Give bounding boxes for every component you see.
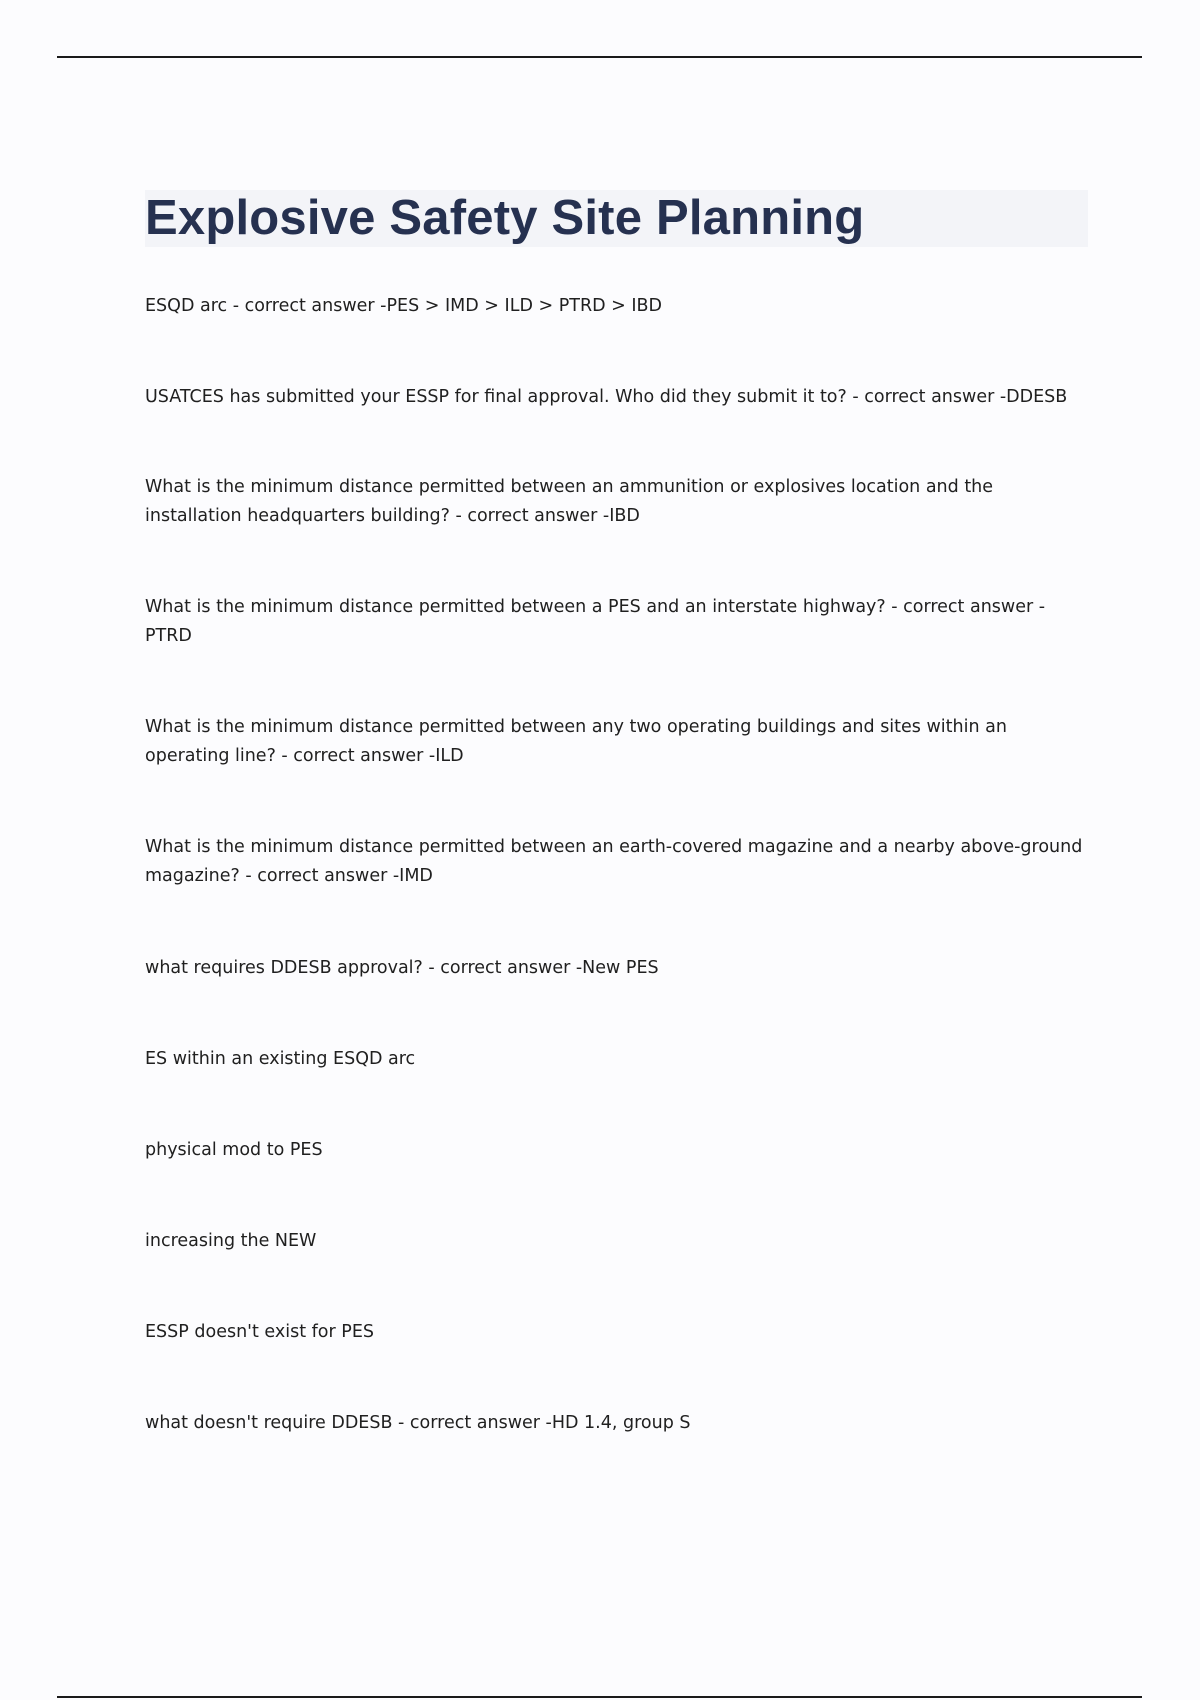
qa-entry-12: what doesn't require DDESB - correct answer -HD 1.4, group S: [145, 1413, 691, 1433]
page-title: Explosive Safety Site Planning: [145, 191, 865, 245]
qa-entry-10: increasing the NEW: [145, 1231, 317, 1251]
qa-entry-9: physical mod to PES: [145, 1140, 323, 1160]
top-rule: [57, 56, 1142, 58]
qa-entry-3: What is the minimum distance permitted between an ammunition or explosives location and the installation headquarters building? - correct answer -IBD: [145, 477, 994, 526]
qa-entry-1: ESQD arc - correct answer -PES > IMD > ILD > PTRD > IBD: [145, 296, 663, 316]
qa-entry-7: what requires DDESB approval? - correct answer -New PES: [145, 958, 659, 978]
qa-entry-2: USATCES has submitted your ESSP for final approval. Who did they submit it to? - correct answer -DDESB: [145, 387, 1068, 407]
qa-entry-6: What is the minimum distance permitted between an earth-covered magazine and a nearby above-ground magazine? - correct answer -IMD: [145, 837, 1083, 886]
qa-entry-5: What is the minimum distance permitted between any two operating buildings and sites within an operating line? - correct answer -ILD: [145, 717, 1007, 766]
qa-entry-11: ESSP doesn't exist for PES: [145, 1322, 374, 1342]
qa-entry-8: ES within an existing ESQD arc: [145, 1049, 416, 1069]
qa-entry-4: What is the minimum distance permitted between a PES and an interstate highway? - correct answer - PTRD: [145, 597, 1046, 646]
bottom-rule: [57, 1696, 1142, 1698]
